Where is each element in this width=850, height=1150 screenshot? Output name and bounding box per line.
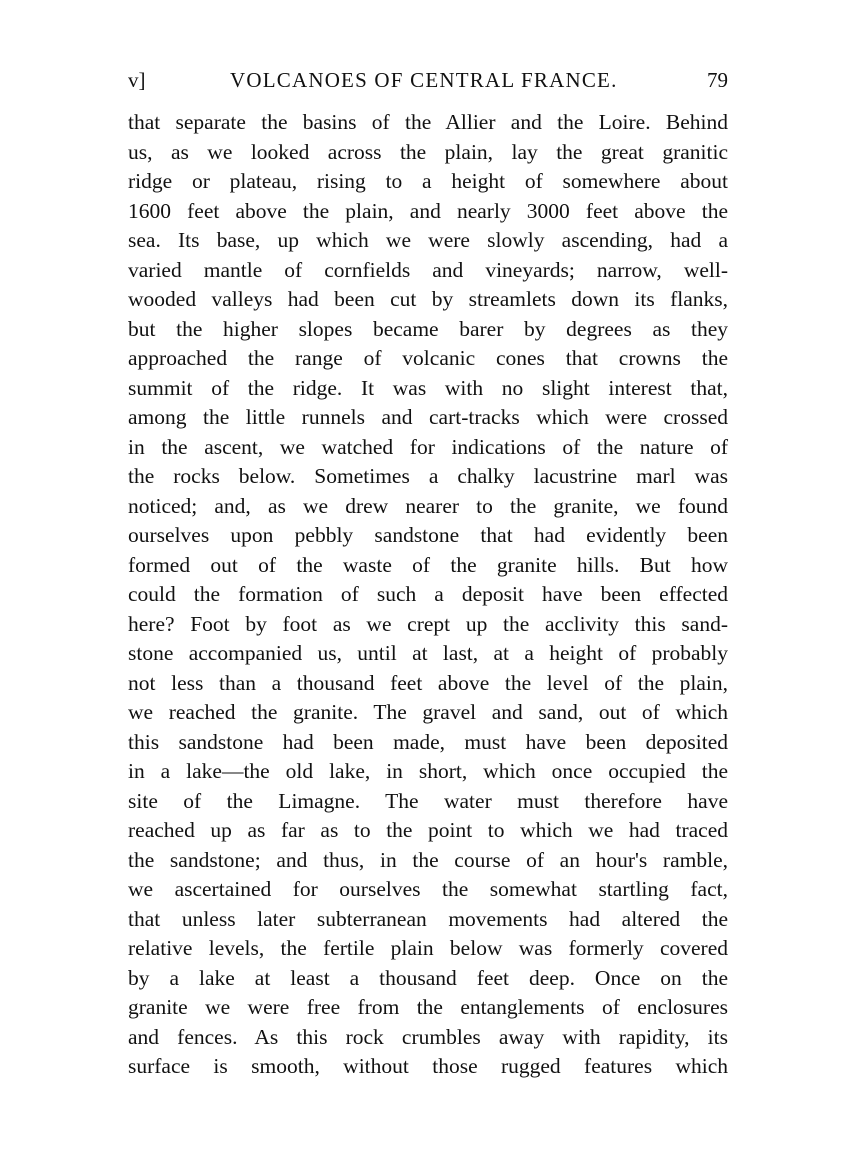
text-line: formed out of the waste of the granite hills. But how	[128, 552, 728, 577]
body-text	[128, 108, 728, 1082]
text-line: relative levels, the fertile plain below was formerly covered	[128, 936, 728, 960]
page-number: 79	[707, 68, 728, 92]
text-line: summit of the ridge. It was with no slight interest that,	[128, 375, 728, 400]
text-line: in a lake—the old lake, in short, which once occupied the	[128, 759, 728, 783]
text-line: we reached the granite. The gravel and sand, out of which	[128, 700, 728, 724]
text-line: the sandstone; and thus, in the course of an hour's ramble,	[128, 847, 728, 872]
text-line: among the little runnels and cart-tracks which were crossed	[128, 405, 728, 429]
text-line: surface is smooth, without those rugged features which	[128, 1054, 728, 1078]
text-line: here? Foot by foot as we crept up the acclivity this sand-	[128, 611, 728, 636]
text-line: granite we were free from the entanglements of enclosures	[128, 995, 728, 1019]
text-line: sea. Its base, up which we were slowly ascending, had a	[128, 228, 728, 252]
text-line: varied mantle of cornfields and vineyards; narrow, well-	[128, 257, 728, 282]
chapter-number: v]	[128, 68, 146, 92]
text-line: not less than a thousand feet above the level of the plain,	[128, 670, 728, 695]
text-line: in the ascent, we watched for indications of the nature of	[128, 434, 728, 459]
text-line: and fences. As this rock crumbles away with rapidity, its	[128, 1024, 728, 1049]
text-line: by a lake at least a thousand feet deep. Once on the	[128, 965, 728, 990]
text-line: ourselves upon pebbly sandstone that had evidently been	[128, 523, 728, 547]
text-line: site of the Limagne. The water must therefore have	[128, 788, 728, 813]
text-line: the rocks below. Sometimes a chalky lacustrine marl was	[128, 464, 728, 488]
text-line: ridge or plateau, rising to a height of somewhere about	[128, 169, 728, 193]
text-line: reached up as far as to the point to which we had traced	[128, 818, 728, 842]
running-head	[128, 64, 728, 96]
text-line: that unless later subterranean movements had altered the	[128, 906, 728, 931]
text-line: stone accompanied us, until at last, at a height of probably	[128, 641, 728, 665]
text-line: approached the range of volcanic cones that crowns the	[128, 346, 728, 370]
text-line: we ascertained for ourselves the somewhat startling fact,	[128, 877, 728, 901]
text-line: but the higher slopes became barer by degrees as they	[128, 316, 728, 341]
text-line: wooded valleys had been cut by streamlets down its flanks,	[128, 287, 728, 311]
running-title: VOLCANOES OF CENTRAL FRANCE.	[230, 68, 618, 92]
text-line: that separate the basins of the Allier and the Loire. Behind	[128, 110, 728, 134]
text-line: could the formation of such a deposit have been effected	[128, 582, 728, 606]
text-line: us, as we looked across the plain, lay the great granitic	[128, 139, 728, 164]
text-line: 1600 feet above the plain, and nearly 3000 feet above the	[128, 198, 728, 223]
text-line: noticed; and, as we drew nearer to the granite, we found	[128, 493, 728, 518]
text-line: this sandstone had been made, must have been deposited	[128, 729, 728, 754]
